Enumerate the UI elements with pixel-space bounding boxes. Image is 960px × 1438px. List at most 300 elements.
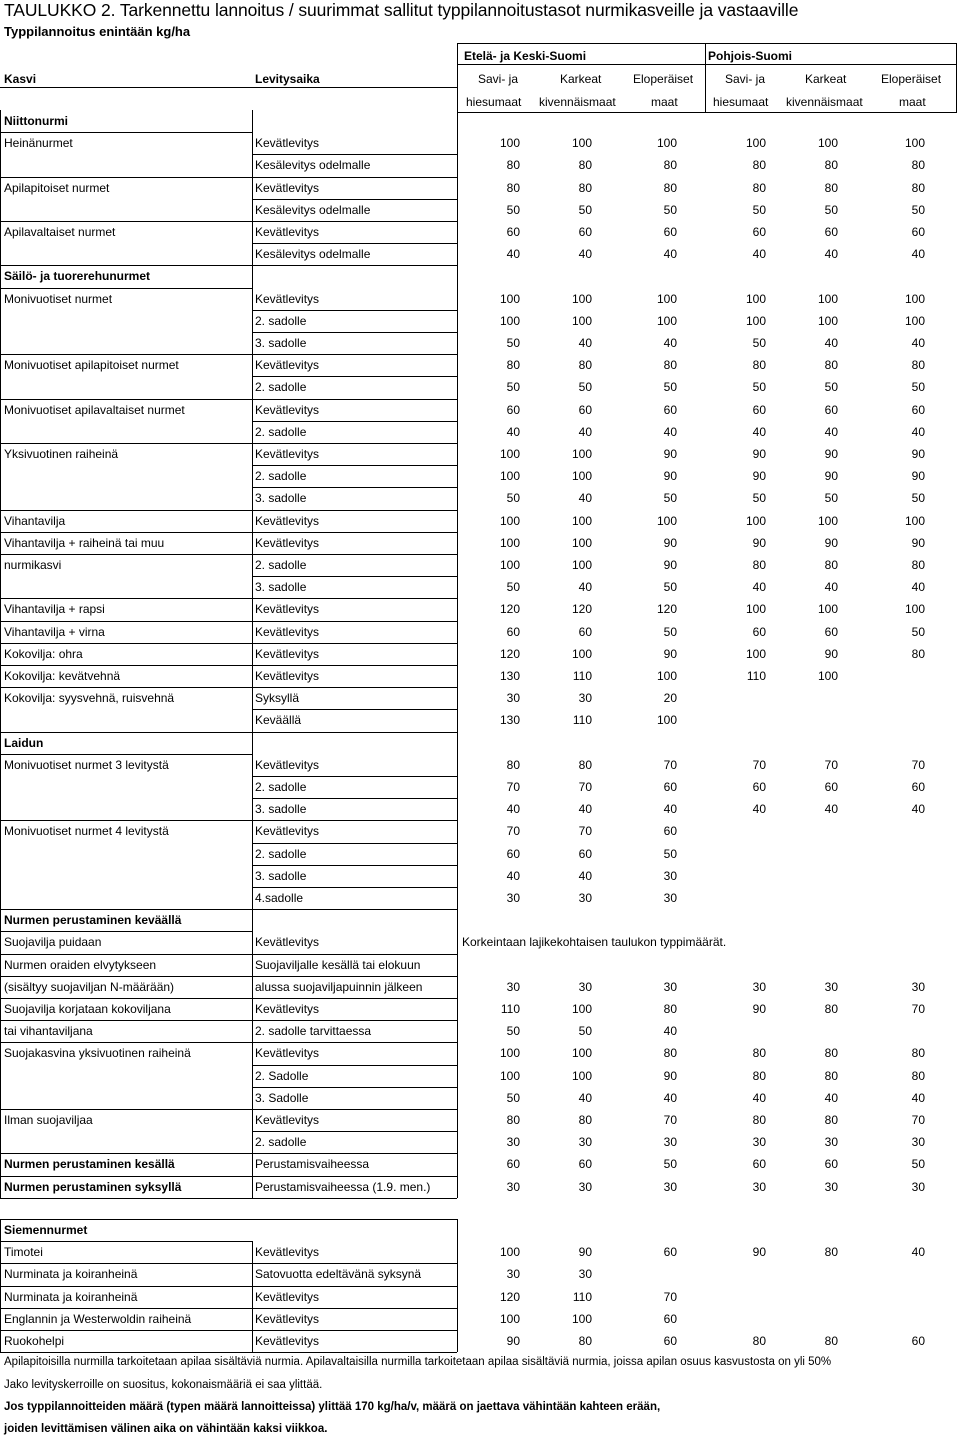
row-value: 80: [663, 358, 677, 373]
row-value: 100: [904, 313, 925, 328]
row-value: 90: [824, 535, 838, 550]
row-value: 50: [663, 846, 677, 861]
row-value: 40: [663, 1090, 677, 1105]
row-value: 50: [578, 1024, 592, 1039]
row-kasvi: Vihantavilja + raiheinä tai muu: [4, 535, 165, 550]
row-divider-aika: [252, 465, 457, 466]
row-value: 100: [571, 291, 592, 306]
region-south-label: Etelä- ja Keski-Suomi: [464, 49, 587, 63]
row-value: 100: [571, 469, 592, 484]
row-value: 100: [571, 535, 592, 550]
row-value: 130: [499, 713, 520, 728]
seed-row-value: 80: [752, 1334, 766, 1348]
row-value: 80: [752, 358, 766, 373]
row-value: 90: [824, 447, 838, 461]
row-divider-kasvi: [0, 1308, 252, 1309]
row-value: 70: [506, 780, 520, 794]
row-divider-kasvi: [0, 998, 252, 999]
seed-row-value: 100: [499, 1311, 520, 1326]
row-value: 70: [663, 757, 677, 772]
seed-row-value: 90: [506, 1334, 520, 1348]
seed-row-value: 30: [506, 1267, 520, 1282]
row-value: 30: [752, 979, 766, 994]
table-border-left: [0, 110, 1, 1198]
row-value: 90: [752, 535, 766, 550]
row-value: 40: [824, 336, 838, 350]
table-title: TAULUKKO 2. Tarkennettu lannoitus / suurimmat sallitut typpilannoitustasot nurmikasveille ja vastaaville: [4, 0, 799, 20]
row-value: 50: [506, 491, 520, 506]
row-value: 60: [578, 624, 592, 639]
seed-row-value: 80: [824, 1245, 838, 1260]
row-value: 100: [571, 1068, 592, 1083]
row-levitysaika: Kevätlevitys: [255, 624, 320, 639]
row-value: 50: [752, 202, 766, 217]
row-value: 80: [663, 1046, 677, 1061]
seed-row-kasvi: Englannin ja Westerwoldin raiheinä: [4, 1311, 192, 1326]
row-value: 30: [578, 979, 592, 994]
row-levitysaika: 2. sadolle: [255, 424, 307, 439]
col6-bottom: maat: [899, 95, 926, 109]
row-divider-kasvi: [0, 443, 252, 444]
row-value: 110: [572, 713, 592, 728]
row-divider-kasvi: [0, 221, 252, 222]
row-value: 60: [506, 402, 520, 417]
row-divider-aika: [252, 221, 457, 222]
row-value: 90: [911, 469, 925, 484]
row-levitysaika: 2. sadolle: [255, 558, 307, 572]
row-value: 80: [911, 558, 925, 572]
row-value: 60: [911, 402, 925, 417]
row-value: 60: [752, 624, 766, 639]
seed-row-value: 40: [911, 1245, 925, 1260]
row-value: 90: [752, 447, 766, 461]
row-value: 50: [752, 336, 766, 350]
row-kasvi: Monivuotiset apilapitoiset nurmet: [4, 358, 179, 373]
row-divider-aika: [252, 1042, 457, 1043]
row-value: 80: [752, 180, 766, 195]
row-value: 120: [571, 602, 592, 617]
row-value: 60: [752, 402, 766, 417]
row-kasvi: Vihantavilja + rapsi: [4, 602, 105, 617]
row-kasvi: Ilman suojaviljaa: [4, 1113, 93, 1127]
row-levitysaika: Kevätlevitys: [255, 646, 320, 661]
row-value: 20: [663, 691, 677, 706]
row-value: 100: [499, 535, 520, 550]
row-value: 100: [745, 313, 766, 328]
row-value: 30: [578, 891, 592, 905]
row-value: 100: [904, 291, 925, 306]
row-value: 50: [824, 202, 838, 217]
row-levitysaika: 3. sadolle: [255, 336, 307, 350]
row-kasvi: Nurmen perustaminen syksyllä: [4, 1179, 182, 1194]
column-kasvi: Kasvi: [4, 72, 37, 86]
row-value: 80: [824, 358, 838, 373]
row-value: 100: [499, 291, 520, 306]
row-value: 50: [663, 1157, 677, 1172]
row-value: 40: [824, 580, 838, 595]
row-kasvi: nurmikasvi: [4, 558, 62, 572]
row-value: 40: [506, 424, 520, 439]
row-divider-aika: [252, 1065, 457, 1066]
row-value: 100: [499, 469, 520, 484]
row-value: 40: [506, 868, 520, 883]
row-value: 40: [578, 336, 592, 350]
row-levitysaika: 2. sadolle: [255, 846, 307, 861]
seed-row-value: 90: [752, 1245, 766, 1260]
row-value: 50: [663, 624, 677, 639]
row-value: 40: [578, 247, 592, 262]
row-value: 100: [571, 136, 592, 151]
table-col-divider-1: [252, 110, 253, 1198]
row-value: 80: [506, 180, 520, 195]
row-value: 40: [752, 247, 766, 262]
row-value: 30: [506, 1135, 520, 1150]
row-value: 80: [824, 1113, 838, 1127]
row-kasvi: (sisältyy suojaviljan N-määrään): [4, 979, 175, 994]
row-divider-aika: [252, 265, 457, 266]
row-value: 90: [663, 646, 677, 661]
row-divider-kasvi: [0, 732, 252, 733]
row-value: 120: [499, 602, 520, 617]
row-levitysaika: Kevätlevitys: [255, 757, 320, 772]
row-value: 70: [752, 757, 766, 772]
row-divider-aika: [252, 1198, 457, 1199]
row-value: 90: [663, 558, 677, 572]
row-value: 100: [656, 313, 677, 328]
row-value: 50: [911, 624, 925, 639]
row-divider-aika: [252, 976, 457, 977]
row-levitysaika: Kevätlevitys: [255, 402, 320, 417]
row-divider-aika: [252, 732, 457, 733]
row-value: 80: [752, 1068, 766, 1083]
row-divider-kasvi: [0, 820, 252, 821]
row-value: 40: [663, 336, 677, 350]
row-kasvi: Nurmen perustaminen keväällä: [4, 913, 182, 928]
row-value: 40: [578, 424, 592, 439]
row-levitysaika: Kesälevitys odelmalle: [255, 247, 371, 262]
row-kasvi: Suojavilja puidaan: [4, 935, 102, 950]
row-value: 30: [752, 1179, 766, 1194]
row-value: 100: [817, 313, 838, 328]
row-levitysaika: 2. sadolle: [255, 313, 307, 328]
row-value: 60: [506, 225, 520, 239]
row-kasvi: Laidun: [4, 735, 44, 750]
row-divider-aika: [252, 1286, 457, 1287]
row-value: 80: [911, 646, 925, 661]
row-levitysaika: Kevätlevitys: [255, 824, 320, 839]
row-value: 30: [911, 1179, 925, 1194]
seed-row-value: 70: [663, 1289, 677, 1304]
row-value: 40: [752, 580, 766, 595]
col3-bottom: maat: [651, 95, 678, 109]
seed-row-levitysaika: Kevätlevitys: [255, 1289, 320, 1304]
row-value: 60: [578, 402, 592, 417]
row-divider-aika: [252, 487, 457, 488]
row-levitysaika: Kevätlevitys: [255, 602, 320, 617]
row-divider-aika: [252, 243, 457, 244]
row-kasvi: Kokovilja: kevätvehnä: [4, 669, 121, 683]
col6-top: Eloperäiset: [881, 72, 942, 86]
row-value: 30: [663, 1179, 677, 1194]
row-value: 40: [578, 580, 592, 595]
row-value: 100: [499, 1068, 520, 1083]
row-value: 90: [824, 469, 838, 484]
row-divider-aika: [252, 1087, 457, 1088]
row-value: 50: [663, 580, 677, 595]
row-levitysaika: 2. sadolle: [255, 469, 307, 484]
row-value: 100: [499, 447, 520, 461]
row-value: 50: [506, 1024, 520, 1039]
row-value: 50: [506, 380, 520, 395]
row-value: 80: [578, 1113, 592, 1127]
column-levitysaika: Levitysaika: [255, 72, 320, 86]
row-divider-kasvi: [0, 132, 252, 133]
row-value: 100: [571, 646, 592, 661]
row-divider-aika: [252, 1176, 457, 1177]
row-levitysaika: Kevätlevitys: [255, 1113, 320, 1127]
seed-row-value: 90: [578, 1245, 592, 1260]
row-kasvi: Monivuotiset nurmet: [4, 291, 113, 306]
row-divider-kasvi: [0, 909, 252, 910]
row-levitysaika: Kevätlevitys: [255, 669, 320, 683]
row-divider-aika: [252, 1109, 457, 1110]
seed-row-levitysaika: Satovuotta edeltävänä syksynä: [255, 1267, 422, 1282]
row-kasvi: Monivuotiset apilavaltaiset nurmet: [4, 402, 185, 417]
row-divider-kasvi: [0, 354, 252, 355]
row-divider-aika: [252, 998, 457, 999]
row-value: 60: [506, 846, 520, 861]
seed-border-left: [0, 1219, 1, 1352]
row-divider-kasvi: [0, 265, 252, 266]
row-value: 80: [911, 180, 925, 195]
row-value: 60: [506, 1157, 520, 1172]
row-value: 80: [578, 158, 592, 173]
row-divider-aika: [252, 1308, 457, 1309]
row-value: 80: [911, 358, 925, 373]
seed-row-value: 60: [663, 1334, 677, 1348]
row-value: 50: [911, 491, 925, 506]
col4-top: Savi- ja: [725, 72, 766, 86]
row-value: 50: [911, 380, 925, 395]
row-kasvi: Monivuotiset nurmet 4 levitystä: [4, 824, 169, 839]
row-value: 30: [578, 1135, 592, 1150]
row-divider-kasvi: [0, 288, 252, 289]
row-kasvi: Suojavilja korjataan kokoviljana: [4, 1002, 171, 1016]
row-divider-aika: [252, 798, 457, 799]
row-value: 60: [752, 225, 766, 239]
seed-row-kasvi: Siemennurmet: [4, 1223, 88, 1237]
seed-row-kasvi: Nurminata ja koiranheinä: [4, 1289, 138, 1304]
row-divider-kasvi: [0, 177, 252, 178]
row-kasvi: Heinänurmet: [4, 136, 73, 151]
row-divider-aika: [252, 843, 457, 844]
row-value: 50: [663, 491, 677, 506]
row-value: 100: [745, 136, 766, 151]
col2-bottom: kivennäismaat: [539, 95, 616, 109]
row-value: 100: [904, 136, 925, 151]
row-divider-kasvi: [0, 665, 252, 666]
row-divider-aika: [252, 199, 457, 200]
row-value: 100: [499, 513, 520, 528]
row-value: 60: [752, 1157, 766, 1172]
row-value: 70: [911, 1002, 925, 1016]
row-value: 70: [663, 1113, 677, 1127]
row-divider-kasvi: [0, 954, 252, 955]
row-levitysaika: 2. sadolle: [255, 1135, 307, 1150]
row-value: 110: [500, 1002, 520, 1016]
row-levitysaika: Kevätlevitys: [255, 291, 320, 306]
row-divider-kasvi: [0, 532, 252, 533]
row-divider-kasvi: [0, 1286, 252, 1287]
row-value: 100: [571, 447, 592, 461]
row-value: 40: [506, 802, 520, 817]
row-value: 60: [663, 780, 677, 794]
footnote-bold-2: joiden levittämisen välinen aika on vähintään kaksi viikkoa.: [4, 1423, 328, 1435]
row-value: 70: [911, 757, 925, 772]
row-value: 110: [572, 669, 592, 683]
row-levitysaika: Perustamisvaiheessa (1.9. men.): [255, 1179, 431, 1194]
row-value: 100: [499, 558, 520, 572]
row-levitysaika: Kevätlevitys: [255, 513, 320, 528]
row-value: 40: [578, 802, 592, 817]
row-kasvi: Nurmen oraiden elvytykseen: [4, 957, 157, 972]
row-value: 40: [578, 1090, 592, 1105]
row-value: 30: [752, 1135, 766, 1150]
row-value: 90: [752, 469, 766, 484]
seed-row-value: 100: [571, 1311, 592, 1326]
row-levitysaika: 3. sadolle: [255, 491, 307, 506]
row-divider-aika: [252, 1352, 457, 1353]
row-kasvi: Kokovilja: syysvehnä, ruisvehnä: [4, 691, 175, 706]
row-divider-aika: [252, 954, 457, 955]
row-levitysaika: Keväällä: [255, 713, 302, 728]
row-value: 100: [817, 291, 838, 306]
seed-row-value: 120: [499, 1289, 520, 1304]
row-divider-kasvi: [0, 687, 252, 688]
row-value: 90: [752, 1002, 766, 1016]
row-value: 100: [745, 602, 766, 617]
row-divider-kasvi: [0, 399, 252, 400]
row-value: 70: [506, 824, 520, 839]
row-divider-kasvi: [0, 931, 252, 932]
row-levitysaika: alussa suojaviljapuinnin jälkeen: [255, 979, 423, 994]
seed-row-value: 110: [572, 1289, 592, 1304]
row-value: 100: [571, 513, 592, 528]
row-value: 100: [499, 136, 520, 151]
row-value: 40: [824, 802, 838, 817]
row-divider-aika: [252, 665, 457, 666]
row-levitysaika: 3. sadolle: [255, 802, 307, 817]
seed-col-divider-2: [457, 1219, 458, 1352]
row-value: 50: [663, 202, 677, 217]
row-levitysaika: Kevätlevitys: [255, 935, 320, 950]
row-value: 60: [824, 402, 838, 417]
col1-bottom: hiesumaat: [466, 95, 522, 109]
col4-bottom: hiesumaat: [713, 95, 769, 109]
row-value: 90: [663, 1068, 677, 1083]
row-value: 50: [506, 1090, 520, 1105]
row-value: 100: [656, 291, 677, 306]
row-value: 50: [506, 580, 520, 595]
row-divider-kasvi: [0, 1109, 252, 1110]
row-kasvi: Niittonurmi: [4, 114, 68, 128]
row-value: 100: [571, 1002, 592, 1016]
table-col-divider-2: [457, 113, 458, 1198]
col2-top: Karkeat: [560, 72, 602, 86]
footnote-1: Apilapitoisilla nurmilla tarkoitetaan apilaa sisältäviä nurmia. Apilavaltaisilla nurmilla tarkoitetaan apilaa sisältäviä nurmia, joissa apilan osuus kasvustosta on yli 50%: [4, 1356, 832, 1368]
row-kasvi: tai vihantaviljana: [4, 1024, 93, 1039]
row-value: 40: [911, 1090, 925, 1105]
row-divider-aika: [252, 421, 457, 422]
row-kasvi: Kokovilja: ohra: [4, 646, 83, 661]
row-value: 80: [752, 1046, 766, 1061]
row-divider-aika: [252, 554, 457, 555]
row-divider-kasvi: [0, 1263, 252, 1264]
row-value: 80: [911, 1046, 925, 1061]
row-value: 40: [578, 491, 592, 506]
row-value: 40: [911, 336, 925, 350]
row-levitysaika: Syksyllä: [255, 691, 300, 706]
row-divider-aika: [252, 909, 457, 910]
row-levitysaika: Kevätlevitys: [255, 225, 320, 239]
row-value: 50: [506, 202, 520, 217]
row-divider-aika: [252, 1153, 457, 1154]
row-divider-aika: [252, 865, 457, 866]
row-divider-kasvi: [0, 1241, 252, 1242]
row-value: 50: [578, 202, 592, 217]
row-value: 80: [663, 1002, 677, 1016]
row-value: 30: [911, 1135, 925, 1150]
row-value: 80: [824, 558, 838, 572]
row-divider-kasvi: [0, 1153, 252, 1154]
row-levitysaika: Perustamisvaiheessa: [255, 1157, 370, 1172]
row-value: 60: [911, 225, 925, 239]
row-value: 30: [663, 891, 677, 905]
row-kasvi: Vihantavilja: [4, 513, 66, 528]
col1-top: Savi- ja: [478, 72, 519, 86]
row-value: 90: [824, 646, 838, 661]
row-value: 30: [911, 979, 925, 994]
row-value: 110: [746, 669, 766, 683]
row-value: 60: [752, 780, 766, 794]
row-value: 40: [578, 868, 592, 883]
row-divider-aika: [252, 154, 457, 155]
seed-row-levitysaika: Kevätlevitys: [255, 1245, 320, 1260]
row-divider-kasvi: [0, 1176, 252, 1177]
col5-top: Karkeat: [805, 72, 847, 86]
row-kasvi: Nurmen perustaminen kesällä: [4, 1157, 175, 1172]
row-value: 60: [663, 824, 677, 839]
row-levitysaika: Kesälevitys odelmalle: [255, 158, 371, 173]
seed-row-kasvi: Ruokohelpi: [4, 1334, 65, 1348]
row-value: 40: [506, 247, 520, 262]
row-divider-aika: [252, 376, 457, 377]
row-value: 60: [663, 402, 677, 417]
row-divider-aika: [252, 576, 457, 577]
row-value: 40: [911, 580, 925, 595]
row-levitysaika: Kevätlevitys: [255, 535, 320, 550]
row-levitysaika: Kevätlevitys: [255, 358, 320, 373]
row-value: 100: [499, 313, 520, 328]
row-value: 40: [824, 247, 838, 262]
row-value: 80: [911, 1068, 925, 1083]
row-value: 30: [506, 691, 520, 706]
row-value: 60: [824, 780, 838, 794]
seed-col-divider-1: [252, 1241, 253, 1352]
seed-row-value: 60: [911, 1334, 925, 1348]
row-divider-aika: [252, 1263, 457, 1264]
row-divider-aika: [252, 354, 457, 355]
